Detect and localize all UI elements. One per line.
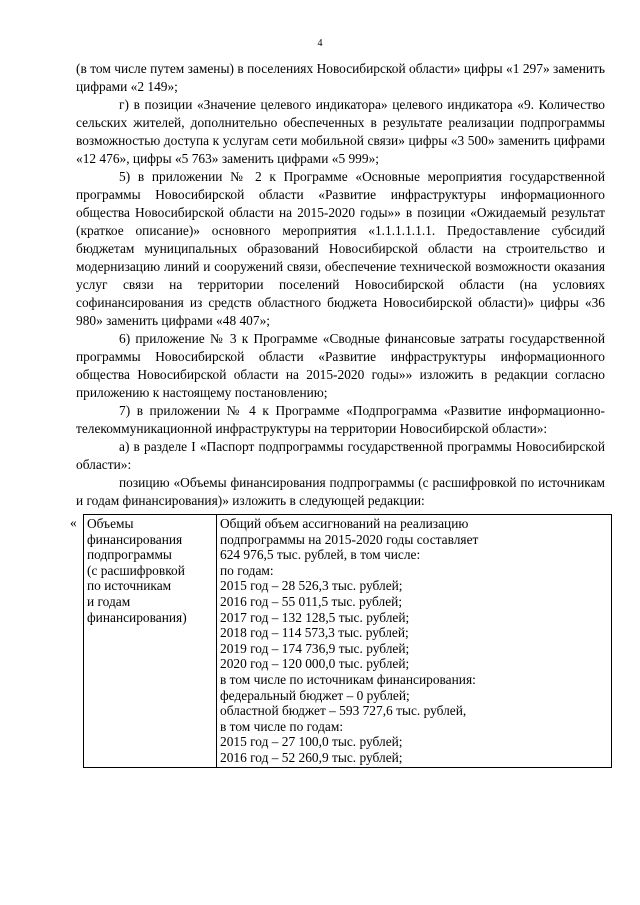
value-line: 2016 год – 55 011,5 тыс. рублей; (220, 593, 403, 609)
value-line: федеральный бюджет – 0 рублей; (220, 687, 410, 703)
value-line: Общий объем ассигнований на реализацию (220, 516, 469, 531)
value-line: 2016 год – 52 260,9 тыс. рублей; (220, 749, 403, 765)
financing-table-wrap (70, 514, 605, 768)
label-line: и годам (87, 593, 131, 609)
table-row (84, 515, 612, 768)
label-line: по источникам (87, 578, 172, 594)
value-line: подпрограммы на 2015-2020 годы составляет (220, 531, 479, 547)
value-line: 2018 год – 114 573,3 тыс. рублей; (220, 625, 409, 641)
value-line: 2017 год – 132 128,5 тыс. рублей; (220, 609, 410, 625)
paragraph-7: позицию «Объемы финансирования подпрограммы (с расшифровкой по источникам и годам финансирования)» изложить в следующей редакции: (76, 475, 605, 508)
label-line: финансирования) (87, 609, 187, 625)
label-line: подпрограммы (87, 547, 172, 563)
value-line: в том числе по источникам финансирования: (220, 671, 476, 687)
value-line: областной бюджет – 593 727,6 тыс. рублей, (220, 703, 467, 719)
value-line: 2015 год – 27 100,0 тыс. рублей; (220, 734, 403, 750)
paragraph-1: (в том числе путем замены) в поселениях Новосибирской области» цифры «1 297» заменить цифрами «2 149»; (76, 61, 605, 94)
value-line: 2020 год – 120 000,0 тыс. рублей; (220, 656, 410, 672)
opening-quote: « (70, 515, 77, 530)
label-line: финансирования (87, 531, 183, 547)
value-line: в том числе по годам: (220, 718, 344, 734)
label-line: (с расшифровкой (87, 562, 185, 578)
paragraph-3: 5) в приложении № 2 к Программе «Основные мероприятия государственной программы Новосибирской области «Развитие инфраструктуры информационного общества Новосибирской области на 2015-2020 годы»» в позиции «Ожидаемый результат (краткое описание)» основного мероприятия «1.1.1.1.1.1. Предоставление субсидий бюджетам муниципальных образований Новосибирской области на строительство и модернизацию линий и сооружений связи, обеспечение технической возможности оказания услуг связи на территории поселений Новосибирской области (на условиях софинансирования из средств областного бюджета Новосибирской области)» цифры «36 980» заменить цифрами «48 407»; (76, 169, 605, 328)
document-body (70, 60, 605, 768)
paragraph-5: 7) в приложении № 4 к Программе «Подпрограмма «Развитие информационно-телекоммуникационной инфраструктуры на территории Новосибирской области»: (76, 403, 605, 436)
paragraph-6: а) в разделе I «Паспорт подпрограммы государственной программы Новосибирской области»: (76, 439, 605, 472)
page-number: 4 (317, 38, 323, 49)
value-line: 2015 год – 28 526,3 тыс. рублей; (220, 578, 403, 594)
table-cell-label (84, 515, 217, 768)
financing-table (83, 514, 612, 768)
paragraph-4: 6) приложение № 3 к Программе «Сводные финансовые затраты государственной программы Новосибирской области «Развитие инфраструктуры информационного общества Новосибирской области на 2015-2020 годы»» изложить в редакции согласно приложению к настоящему постановлению; (76, 331, 605, 400)
table-cell-value (217, 515, 612, 768)
value-line: по годам: (220, 562, 274, 578)
label-line: Объемы (87, 516, 134, 531)
value-line: 624 976,5 тыс. рублей, в том числе: (220, 547, 421, 563)
value-line: 2019 год – 174 736,9 тыс. рублей; (220, 640, 410, 656)
paragraph-2: г) в позиции «Значение целевого индикатора» целевого индикатора «9. Количество сельских жителей, дополнительно обеспеченных в результате реализации подпрограммы возможностью доступа к услугам сети мобильной связи» цифры «3 500» заменить цифрами «12 476», цифры «5 763» заменить цифрами «5 999»; (76, 97, 605, 166)
